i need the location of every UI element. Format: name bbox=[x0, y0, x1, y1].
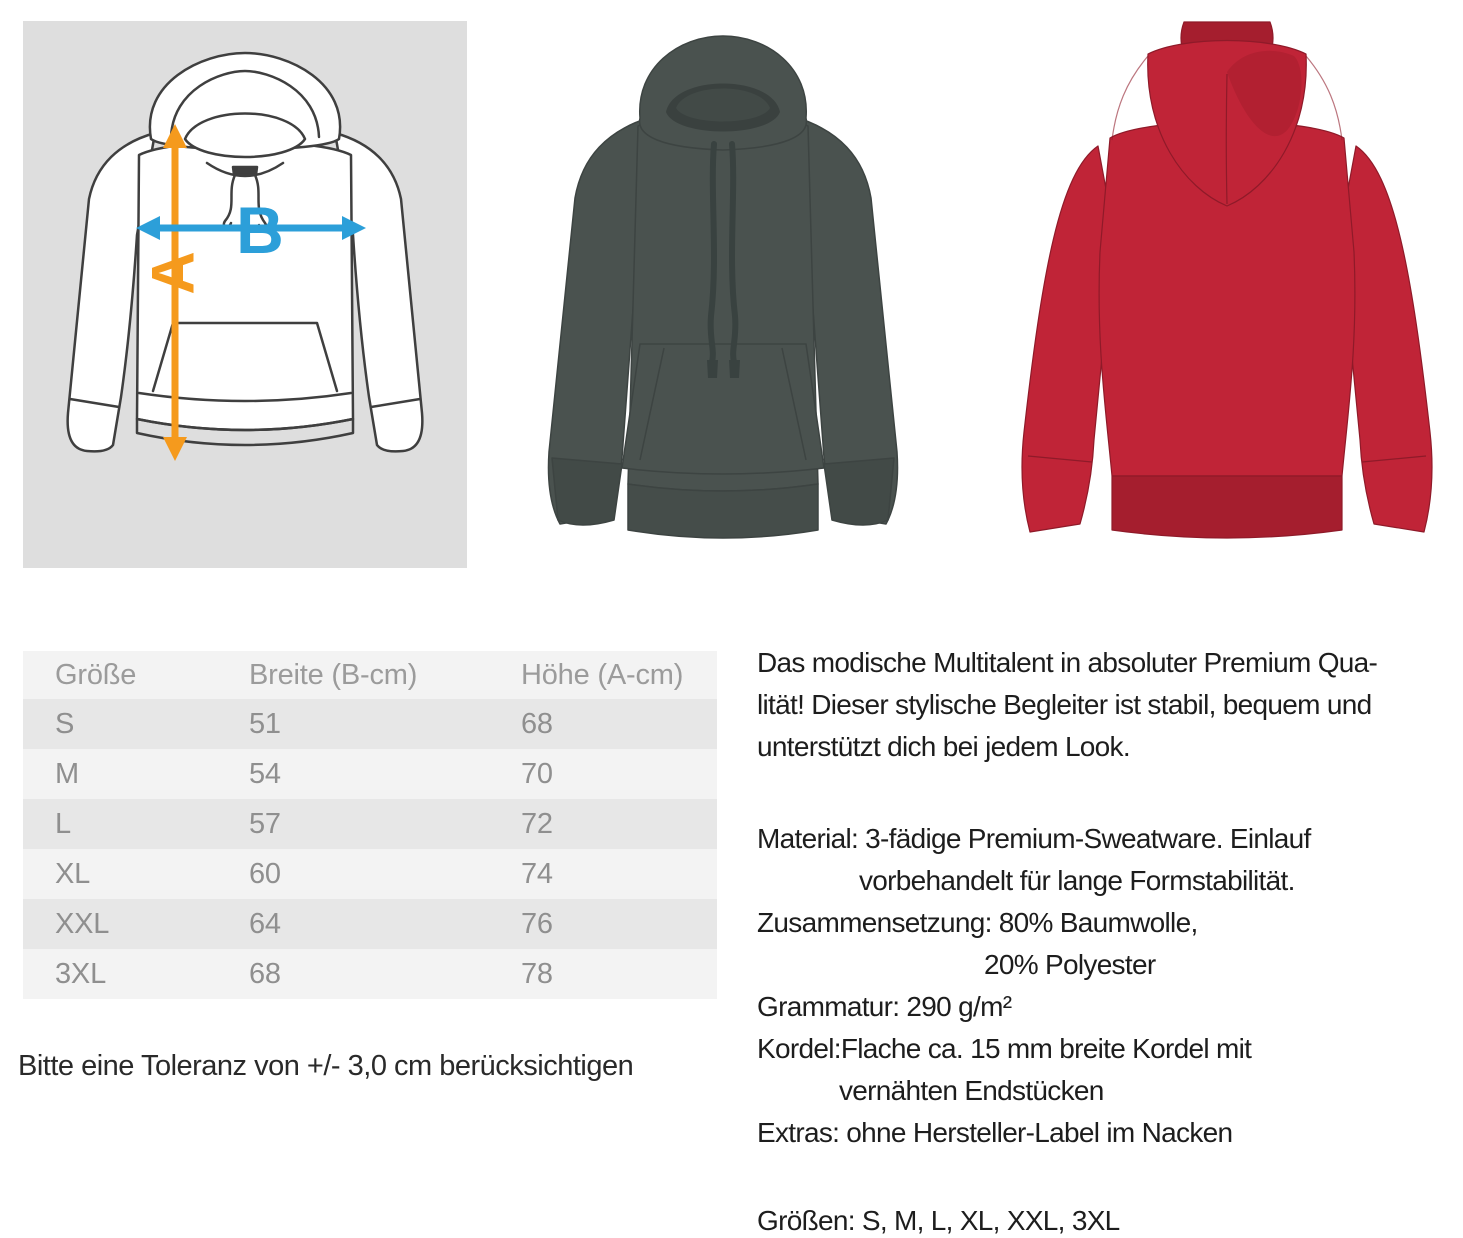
description-line bbox=[757, 860, 1463, 902]
description-text: 20% Polyester bbox=[984, 949, 1156, 980]
hoodie-front-illustration bbox=[488, 16, 958, 568]
cell-breite: 68 bbox=[249, 957, 281, 990]
col-header-groesse: Größe bbox=[55, 658, 137, 691]
description-line bbox=[757, 1070, 1463, 1112]
description-text: lität! Dieser stylische Begleiter ist stabil, bequem und bbox=[757, 689, 1372, 720]
description-text: Zusammensetzung: 80% Baumwolle, bbox=[757, 907, 1198, 938]
description-line bbox=[757, 1112, 1463, 1154]
cell-breite: 57 bbox=[249, 807, 281, 840]
cell-size: XL bbox=[55, 857, 91, 890]
description-line bbox=[757, 902, 1463, 944]
label-a: A bbox=[139, 251, 207, 295]
size-table-header bbox=[23, 651, 717, 699]
label-b: B bbox=[236, 193, 284, 267]
size-table-row bbox=[23, 949, 717, 999]
hoodie-front-photo bbox=[488, 16, 958, 568]
col-header-breite: Breite (B-cm) bbox=[249, 658, 418, 691]
hoodie-back-illustration bbox=[998, 12, 1456, 570]
cell-size: L bbox=[55, 807, 71, 840]
cell-size: XXL bbox=[55, 907, 110, 940]
hoodie-measurement-diagram bbox=[23, 21, 467, 568]
cell-breite: 51 bbox=[249, 707, 281, 740]
size-table-row bbox=[23, 849, 717, 899]
hoodie-back-photo bbox=[998, 12, 1456, 570]
cell-breite: 60 bbox=[249, 857, 281, 890]
size-diagram-panel bbox=[23, 21, 467, 568]
cell-hoehe: 76 bbox=[521, 907, 553, 940]
size-table-row bbox=[23, 899, 717, 949]
col-header-hoehe: Höhe (A-cm) bbox=[521, 658, 684, 691]
description-line bbox=[757, 818, 1463, 860]
size-table-row bbox=[23, 699, 717, 749]
cell-breite: 64 bbox=[249, 907, 281, 940]
tolerance-note: Bitte eine Toleranz von +/- 3,0 cm berücksichtigen bbox=[18, 1050, 634, 1082]
description-text: Größen: S, M, L, XL, XXL, 3XL bbox=[757, 1205, 1120, 1236]
cell-size: 3XL bbox=[55, 957, 106, 990]
cell-size: S bbox=[55, 707, 75, 740]
description-text: vorbehandelt für lange Formstabilität. bbox=[859, 865, 1295, 896]
description-text: Grammatur: 290 g/m² bbox=[757, 991, 1012, 1022]
description-text: Material: 3-fädige Premium-Sweatware. Einlauf bbox=[757, 823, 1311, 854]
description-line bbox=[757, 944, 1463, 986]
cell-hoehe: 72 bbox=[521, 807, 553, 840]
description-text: Kordel:Flache ca. 15 mm breite Kordel mit bbox=[757, 1033, 1252, 1064]
cell-hoehe: 74 bbox=[521, 857, 553, 890]
description-line bbox=[757, 986, 1463, 1028]
size-table-row bbox=[23, 799, 717, 849]
size-table-body bbox=[23, 699, 717, 999]
cell-size: M bbox=[55, 757, 79, 790]
description-text: Extras: ohne Hersteller-Label im Nacken bbox=[757, 1117, 1233, 1148]
product-description bbox=[757, 642, 1463, 1238]
description-line bbox=[757, 1028, 1463, 1070]
size-table bbox=[23, 651, 717, 999]
description-text: vernähten Endstücken bbox=[839, 1075, 1104, 1106]
cell-breite: 54 bbox=[249, 757, 281, 790]
cell-hoehe: 68 bbox=[521, 707, 553, 740]
description-line bbox=[757, 1200, 1463, 1238]
cell-hoehe: 70 bbox=[521, 757, 553, 790]
description-line bbox=[757, 726, 1463, 768]
description-line bbox=[757, 684, 1463, 726]
description-line bbox=[757, 642, 1463, 684]
description-text: Das modische Multitalent in absoluter Premium Qua- bbox=[757, 647, 1378, 678]
description-text: unterstützt dich bei jedem Look. bbox=[757, 731, 1130, 762]
cell-hoehe: 78 bbox=[521, 957, 553, 990]
size-table-row bbox=[23, 749, 717, 799]
